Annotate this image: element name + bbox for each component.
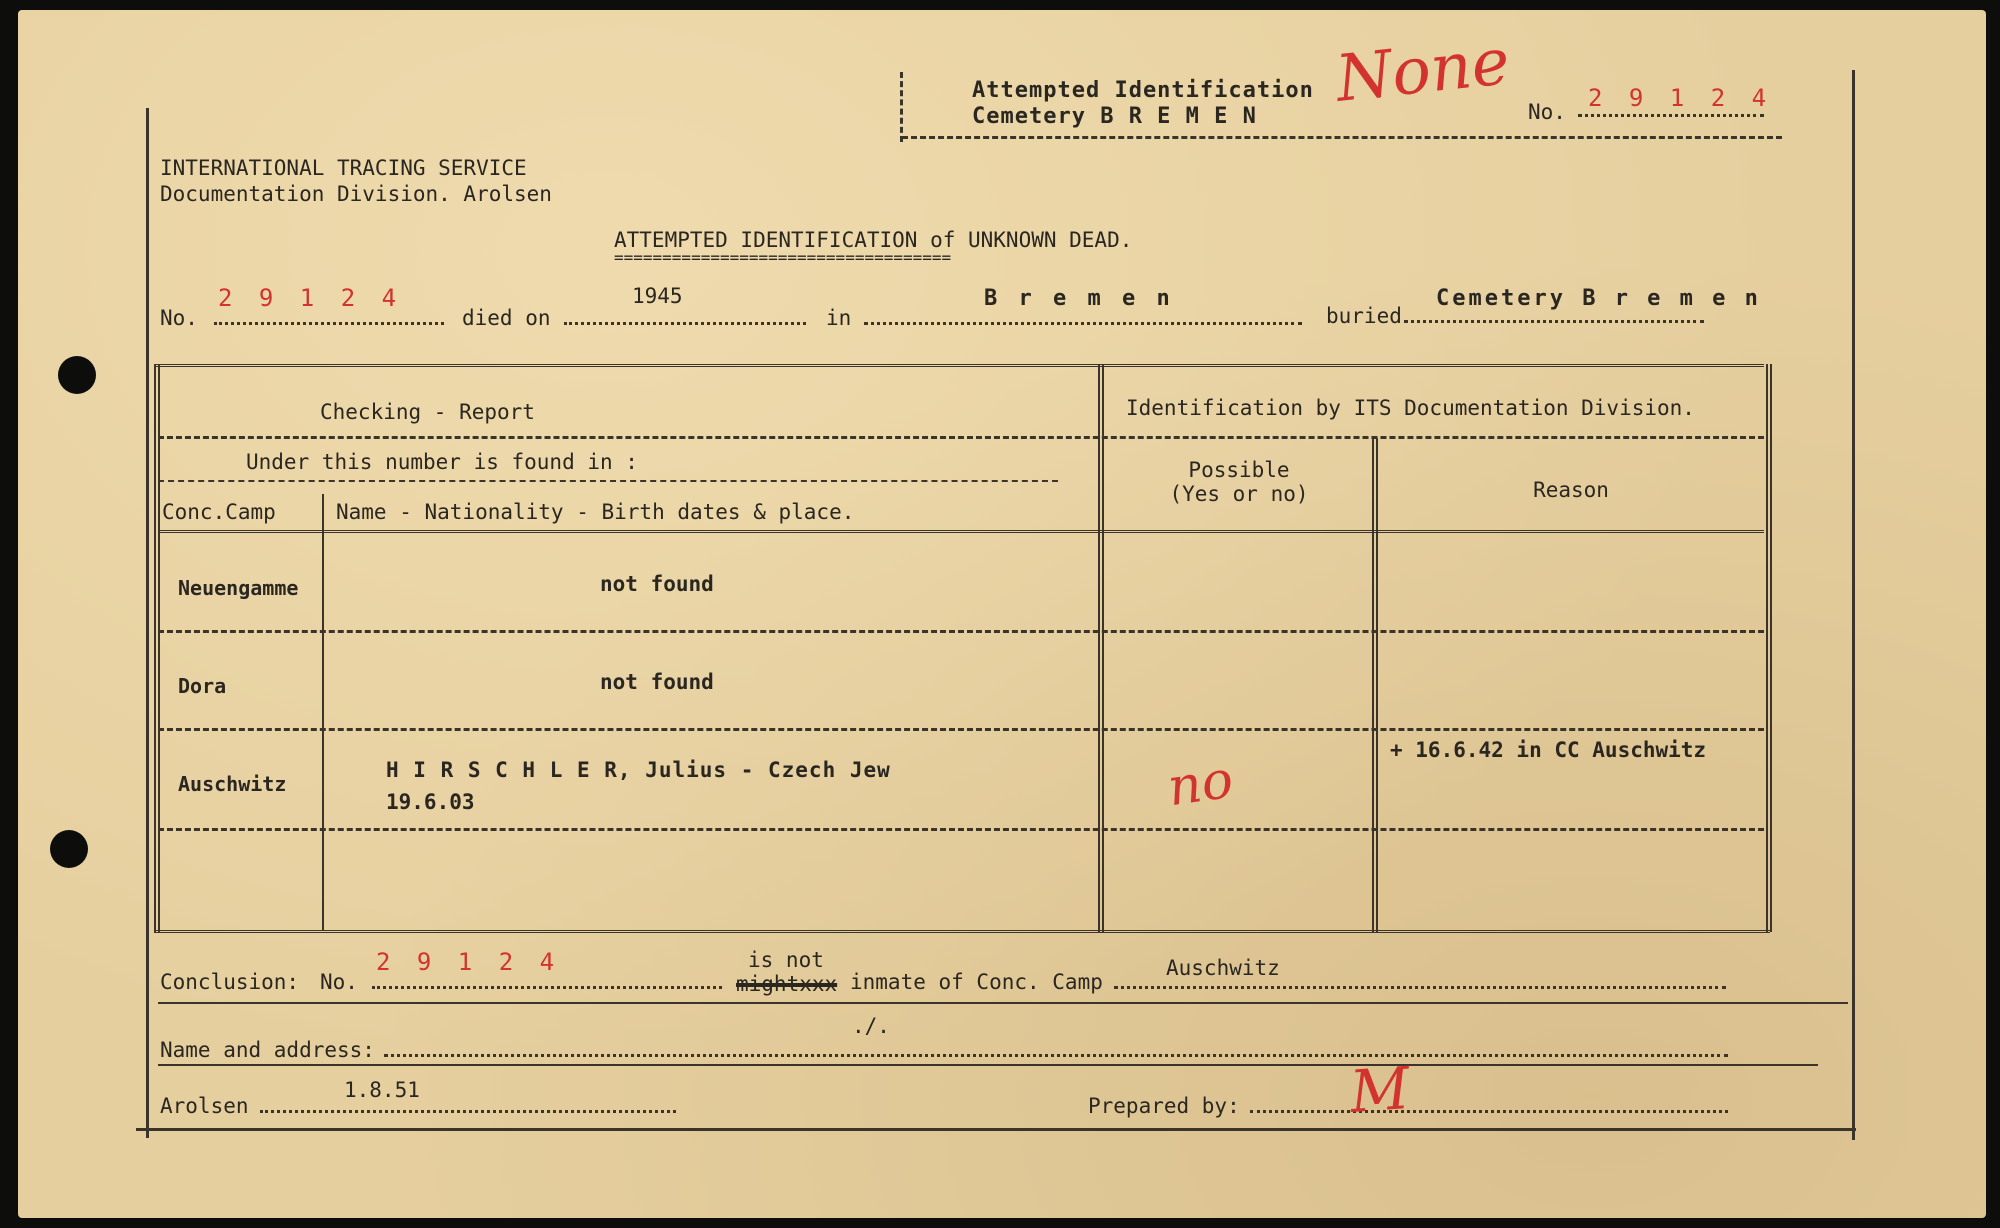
footer-date-dots bbox=[260, 1110, 676, 1113]
table-top bbox=[154, 364, 1764, 371]
conclusion-struck: mightxxx bbox=[736, 972, 838, 996]
conclusion-camp-dots bbox=[1114, 986, 1726, 989]
table-mid bbox=[1098, 364, 1104, 932]
row3-possible: no bbox=[1164, 749, 1237, 819]
table-line-row3 bbox=[158, 828, 1764, 831]
table-line-foundin bbox=[158, 480, 1058, 482]
identification-heading: Identification by ITS Documentation Division. bbox=[1126, 396, 1695, 420]
row3-birthdate: 19.6.03 bbox=[386, 790, 475, 814]
record-died-label: died on bbox=[462, 306, 551, 330]
table-line-colheads bbox=[158, 530, 1764, 537]
org-line2: Documentation Division. Arolsen bbox=[160, 182, 552, 206]
col-possible-heading-1: Possible bbox=[1188, 458, 1290, 482]
record-died-dots bbox=[564, 322, 806, 325]
header-box-line2: Cemetery B R E M E N bbox=[972, 104, 1257, 129]
header-no-value: 2 9 1 2 4 bbox=[1588, 84, 1773, 112]
conclusion-no-label: No. bbox=[320, 970, 358, 994]
table-line-row1 bbox=[158, 630, 1764, 633]
punch-hole-top bbox=[58, 356, 96, 394]
record-buried-label: buried bbox=[1326, 304, 1402, 328]
document-card bbox=[18, 10, 1986, 1218]
table-line-row2 bbox=[158, 728, 1764, 731]
table-bottom bbox=[154, 930, 1770, 937]
handwritten-none: None bbox=[1332, 25, 1514, 117]
conclusion-rest: inmate of Conc. Camp bbox=[850, 970, 1103, 994]
footer-date: 1.8.51 bbox=[344, 1078, 420, 1102]
record-no-dots bbox=[214, 322, 444, 325]
name-address-label: Name and address: bbox=[160, 1038, 375, 1062]
row2-name: not found bbox=[600, 670, 714, 694]
frame-bottom bbox=[136, 1128, 1856, 1131]
conclusion-rule bbox=[158, 1002, 1848, 1004]
table-camp-div bbox=[322, 494, 324, 930]
conclusion-no-dots bbox=[372, 986, 722, 989]
col-reason-heading: Reason bbox=[1533, 478, 1609, 502]
frame-left bbox=[146, 108, 149, 1138]
row3-camp: Auschwitz bbox=[178, 772, 287, 796]
header-box-bottom bbox=[902, 136, 1782, 139]
record-no-value: 2 9 1 2 4 bbox=[218, 284, 403, 312]
prepared-by-dots bbox=[1250, 1110, 1728, 1113]
name-address-rule bbox=[158, 1064, 1818, 1066]
record-buried-value: Cemetery B r e m e n bbox=[1436, 286, 1761, 311]
page-title: ATTEMPTED IDENTIFICATION of UNKNOWN DEAD. bbox=[614, 228, 1133, 252]
title-underline: =================================== bbox=[614, 248, 952, 267]
record-in-value: B r e m e n bbox=[984, 286, 1174, 311]
table-right bbox=[1766, 364, 1772, 932]
table-left bbox=[154, 364, 160, 932]
row2-camp: Dora bbox=[178, 674, 227, 698]
found-in-heading: Under this number is found in : bbox=[246, 450, 638, 474]
footer-place: Arolsen bbox=[160, 1094, 249, 1118]
header-box-left bbox=[900, 72, 903, 142]
prepared-by-label: Prepared by: bbox=[1088, 1094, 1240, 1118]
row3-name: H I R S C H L E R, Julius - Czech Jew bbox=[386, 758, 891, 782]
record-buried-dots bbox=[1404, 320, 1704, 323]
name-address-value: ./. bbox=[852, 1014, 890, 1038]
header-no-dots bbox=[1578, 114, 1764, 117]
signature: M bbox=[1347, 1054, 1412, 1126]
col-possible-heading-2: (Yes or no) bbox=[1169, 482, 1309, 506]
org-line1: INTERNATIONAL TRACING SERVICE bbox=[160, 156, 527, 180]
row1-camp: Neuengamme bbox=[178, 576, 299, 600]
table-reason-div bbox=[1372, 438, 1378, 932]
row1-name: not found bbox=[600, 572, 714, 596]
row3-reason: + 16.6.42 in CC Auschwitz bbox=[1390, 738, 1707, 762]
conclusion-label: Conclusion: bbox=[160, 970, 300, 994]
table-line-header bbox=[158, 436, 1764, 439]
punch-hole-bottom bbox=[50, 830, 88, 868]
conclusion-camp-value: Auschwitz bbox=[1166, 956, 1280, 980]
header-box-line1: Attempted Identification bbox=[972, 78, 1314, 103]
name-address-dots bbox=[384, 1054, 1728, 1057]
record-died-value: 1945 bbox=[632, 284, 683, 308]
col-camp-heading: Conc.Camp bbox=[162, 500, 276, 524]
header-no-label: No. bbox=[1528, 100, 1566, 124]
record-in-label: in bbox=[826, 306, 852, 330]
col-name-heading: Name - Nationality - Birth dates & place. bbox=[336, 500, 855, 524]
conclusion-is-not: is not bbox=[748, 948, 824, 972]
conclusion-no-value: 2 9 1 2 4 bbox=[376, 948, 561, 976]
record-in-dots bbox=[864, 322, 1302, 325]
record-no-label: No. bbox=[160, 306, 198, 330]
frame-right bbox=[1852, 70, 1855, 1140]
checking-report-heading: Checking - Report bbox=[320, 400, 535, 424]
